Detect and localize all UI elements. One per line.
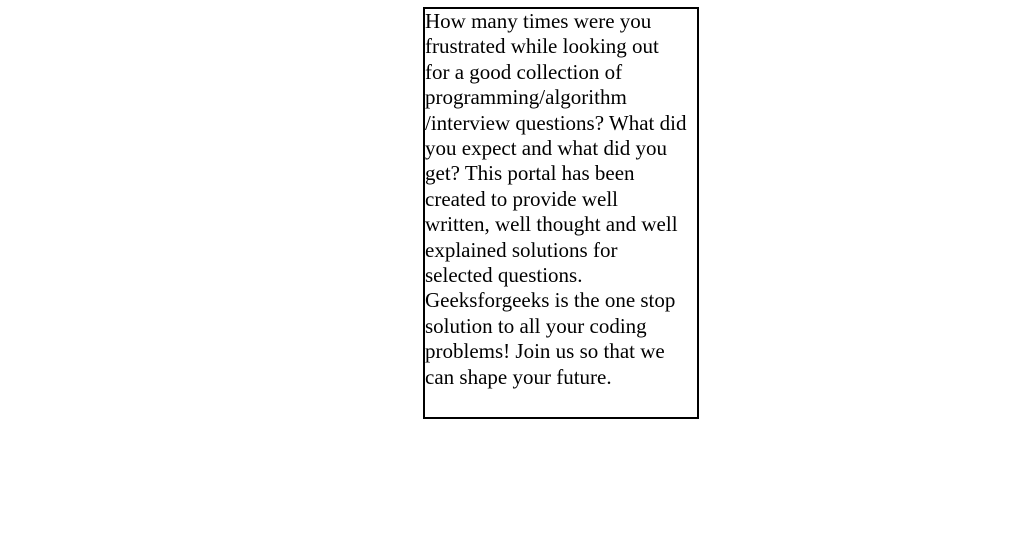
text-line: /interview questions? What did [425, 110, 687, 135]
text-line: frustrated while looking out [425, 34, 659, 59]
text-line: explained solutions for [425, 237, 618, 262]
text-line: Geeksforgeeks is the one stop [425, 288, 676, 313]
text-line: How many times were you [425, 9, 652, 33]
text-line: for a good collection of [425, 59, 623, 84]
text-line: you expect and what did you [425, 136, 668, 161]
text-line: solution to all your coding [425, 313, 647, 338]
text-line: programming/algorithm [425, 85, 627, 110]
text-line: get? This portal has been [425, 161, 635, 186]
text-line: selected questions. [425, 263, 583, 288]
text-line: problems! Join us so that we [425, 339, 665, 364]
text-line: written, well thought and well [425, 212, 678, 237]
bordered-text-box [423, 7, 699, 419]
text-line: created to provide well [425, 186, 618, 211]
text-line: can shape your future. [425, 364, 612, 389]
